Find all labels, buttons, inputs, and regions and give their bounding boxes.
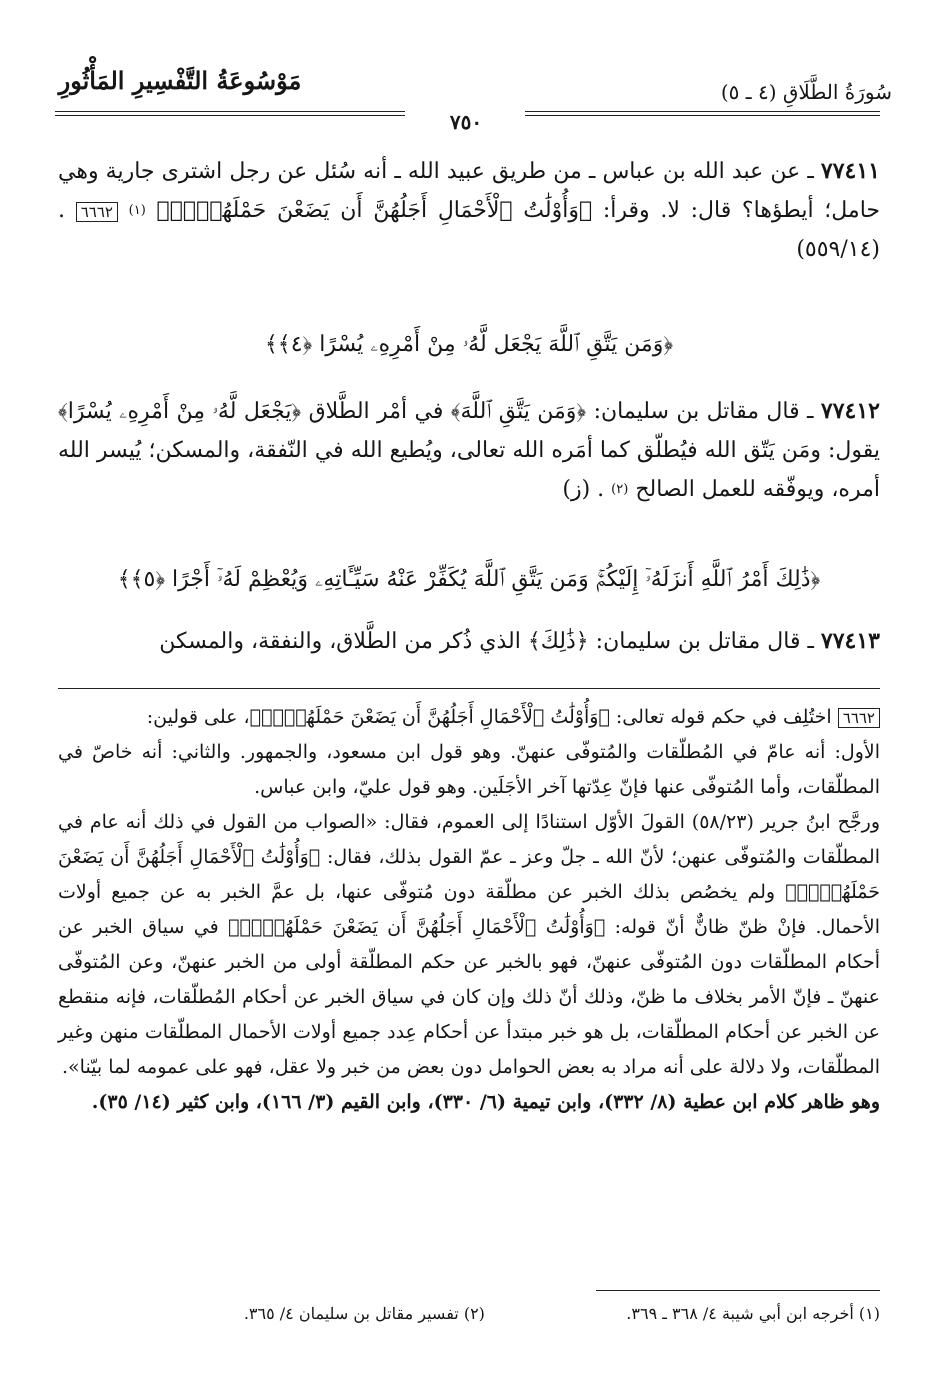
footnote-rule (596, 1290, 880, 1291)
entry-text: ـ قال مقاتل بن سليمان: ﴿وَمَن يَتَّقِ ٱللَّهَ﴾ في أمْر الطَّلاق ﴿يَجْعَل لَّهُۥ مِنْ أَمْرِهِۦ يُسْرًا﴾ يقول: ومَن يَتّق الله فيُطلّق كما أمَره الله تعالى، ويُطيع الله في النّفقة، والمسكن؛ يُيسر الله أمره، ويوفّقه للعمل الصالح (58, 399, 880, 502)
footnote-1: (١) أخرجه ابن أبي شيبة ٤/ ٣٦٨ ـ ٣٦٩. (626, 1304, 880, 1323)
footnotes (58, 1300, 880, 1328)
entry-tail: . (٥٥٩/١٤) (58, 198, 880, 262)
entry-number: ٧٧٤١١ (820, 158, 880, 184)
entry-tail: . (ز) (562, 477, 605, 502)
note-ref: (١) (128, 203, 146, 218)
commentary-line-2: الأول: أنه عامّ في المُطلّقات والمُتوفّى عنهنّ. وهو قول ابن مسعود، والجمهور. والثاني: أنه خاصّ في المطلّقات، وأما المُتوفّى عنها فإنّ عِدّتها آخر الأجَلَين. وهو قول عليّ، وابن عباس. (58, 741, 880, 798)
commentary-line-1: ٦٦٦٢ اختُلِف في حكم قوله تعالى: ﴿وَأُوْلَٰتُ ٱلْأَحْمَالِ أَجَلُهُنَّ أَن يَضَعْنَ حَمْلَهُنَّۚ﴾، على قولين: (58, 700, 880, 735)
entry-text: ـ عن عبد الله بن عباس ـ من طريق عبيد الله ـ أنه سُئل عن رجل اشترى جارية وهي حامل؛ أيطؤها؟ قال: لا. وقرأ: ﴿وَأُوْلَٰتُ ٱلْأَحْمَالِ أَجَلُهُنَّ أَن يَضَعْنَ حَمْلَهُنَّۚ﴾ (58, 159, 881, 223)
entry-77413 (58, 622, 880, 661)
footnote-2: (٢) تفسير مقاتل بن سليمان ٤/ ٣٦٥. (243, 1304, 485, 1323)
commentary-line-3: ورجَّح ابنُ جرير (٥٨/٢٣) القولَ الأوّل استنادًا إلى العموم، فقال: «الصواب من القول في ذلك أنه عام في المطلّقات والمُتوفّى عنهن؛ لأنّ الله ـ جلّ وعز ـ عمّ القول بذلك، فقال: ﴿وَأُوْلَٰتُ ٱلْأَحْمَالِ أَجَلُهُنَّ أَن يَضَعْنَ حَمْلَهُنَّۚ﴾ ولم يخصُص بذلك الخبر عن مطلّقة دون مُتوفّى عنها، بل عمَّ الخبر به عن جميع أولات الأحمال. فإنْ ظنّ ظانٌّ أنّ قوله: ﴿وَأُوْلَٰتُ ٱلْأَحْمَالِ أَجَلُهُنَّ أَن يَضَعْنَ حَمْلَهُنَّۚ﴾ في سياق الخبر عن أحكام المطلّقات دون المُتوفّى عنهنّ، فهو بالخبر عن حكم المطلّقة أولى من الخبر عنهنّ، وعن المُتوفّى عنهنّ ـ فإنّ الأمر بخلاف ما ظنّ، وذلك أنّ ذلك وإن كان في سياق الخبر عن أحكام المُطلّقات، فإنه منقطع عن الخبر عن أحكام المطلّقات، بل هو خبر مبتدأ عن أحكام عِدد جميع أولات الأحمال المطلّقات منهن وغير المطلّقات، ولا دلالة على أنه مراد به بعض الحوامل دون بعض من خبر ولا عقل، فهو على عمومه لما بيّنا». (58, 811, 881, 1078)
entry-77411 (58, 152, 880, 269)
note-ref: (٢) (611, 482, 629, 497)
entry-number: ٧٧٤١٢ (820, 398, 880, 424)
entry-number: ٧٧٤١٣ (820, 628, 880, 654)
commentary-divider (58, 688, 880, 689)
entry-text: ـ قال مقاتل بن سليمان: ﴿ذَٰلِكَ﴾ الذي ذُكر من الطَّلاق، والنفقة، والمسكن (159, 629, 814, 654)
header-rule-right (525, 111, 880, 116)
commentary-box: ٦٦٦٢ (838, 708, 880, 728)
verse-4: ﴿وَمَن يَتَّقِ ٱللَّهَ يَجْعَل لَّهُۥ مِنْ أَمْرِهِۦ يُسْرًا ﴿٤﴾﴾ (264, 332, 674, 357)
entry-77412 (58, 392, 880, 509)
book-title: مَوْسُوعَةُ التَّفْسِيرِ المَأْثُورِ (58, 66, 302, 95)
commentary-line-4: وهو ظاهر كلام ابن عطية (٨/ ٣٣٢)، وابن تيمية (٦/ ٣٣٠)، وابن القيم (٣/ ١٦٦)، وابن كثير (١٤/ ٣٥). (91, 1091, 880, 1113)
page-number: ٧٥٠ (449, 110, 483, 134)
header-rule-left (55, 111, 405, 116)
surah-title: سُورَةُ الطَّلَاقِ (٤ ـ ٥) (720, 80, 892, 104)
cross-ref-box: ٦٦٦٢ (76, 202, 118, 222)
commentary (58, 700, 880, 1120)
verse-5: ﴿ذَٰلِكَ أَمْرُ ٱللَّهِ أَنزَلَهُۥٓ إِلَيْكُمْۚ وَمَن يَتَّقِ ٱللَّهَ يُكَفِّرْ عَنْهُ سَيِّـَٔاتِهِۦ وَيُعْظِمْ لَهُۥٓ أَجْرًا ﴿٥﴾﴾ (117, 567, 821, 592)
